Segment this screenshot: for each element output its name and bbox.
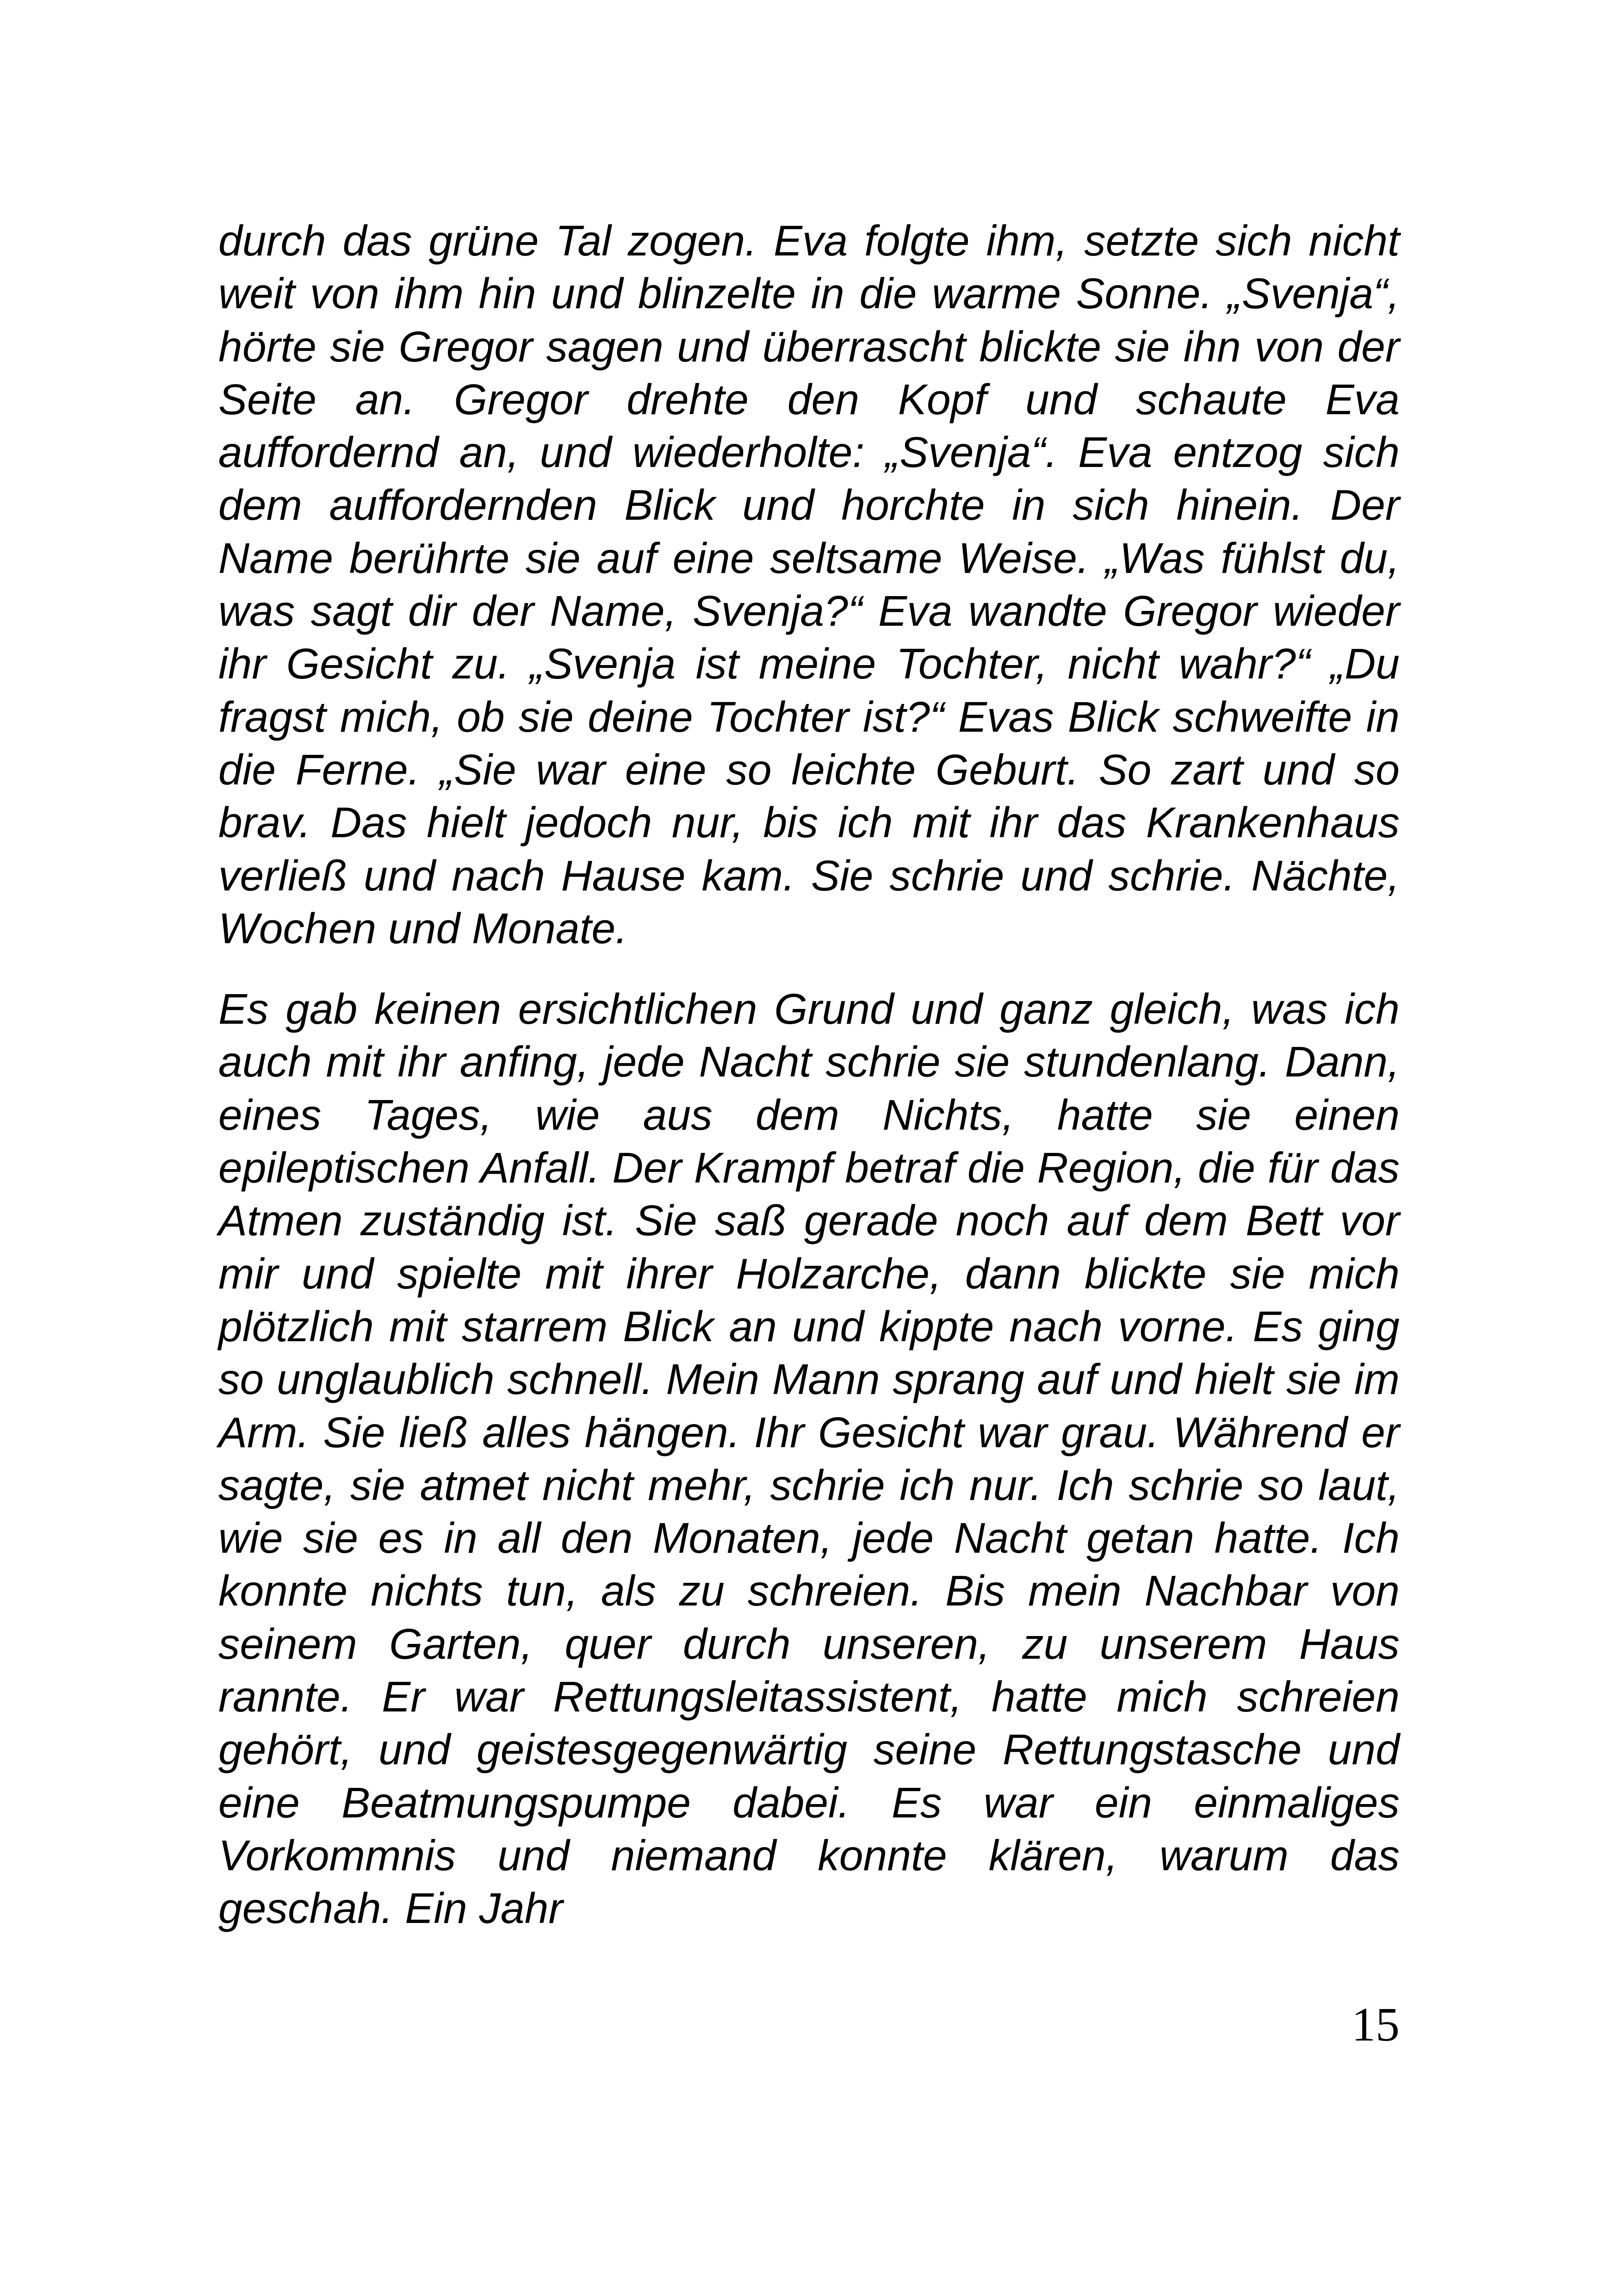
- body-text: [218, 214, 1400, 1935]
- page-number: 15: [1351, 1998, 1400, 2051]
- paragraph-1: durch das grüne Tal zogen. Eva folgte ihm, setzte sich nicht weit von ihm hin und blinzelte in die warme Sonne. „Svenja“, hörte sie Gregor sagen und überrascht blickte sie ihn von der Seite an. Gregor drehte den Kopf und schaute Eva auffordernd an, und wiederholte: „Svenja“. Eva entzog sich dem auffordernden Blick und horchte in sich hinein. Der Name berührte sie auf eine seltsame Weise. „Was fühlst du, was sagt dir der Name, Svenja?“ Eva wandte Gregor wieder ihr Gesicht zu. „Svenja ist meine Tochter, nicht wahr?“ „Du fragst mich, ob sie deine Tochter ist?“ Evas Blick schweifte in die Ferne. „Sie war eine so leichte Geburt. So zart und so brav. Das hielt jedoch nur, bis ich mit ihr das Krankenhaus verließ und nach Hause kam. Sie schrie und schrie. Nächte, Wochen und Monate.: [218, 217, 1400, 952]
- paragraph-2: Es gab keinen ersichtlichen Grund und ganz gleich, was ich auch mit ihr anfing, jede Nacht schrie sie stundenlang. Dann, eines Tages, wie aus dem Nichts, hatte sie einen epileptischen Anfall. Der Krampf betraf die Region, die für das Atmen zuständig ist. Sie saß gerade noch auf dem Bett vor mir und spielte mit ihrer Holzarche, dann blickte sie mich plötzlich mit starrem Blick an und kippte nach vorne. Es ging so unglaublich schnell. Mein Mann sprang auf und hielt sie im Arm. Sie ließ alles hängen. Ihr Gesicht war grau. Während er sagte, sie atmet nicht mehr, schrie ich nur. Ich schrie so laut, wie sie es in all den Monaten, jede Nacht getan hatte. Ich konnte nichts tun, als zu schreien. Bis mein Nachbar von seinem Garten, quer durch unseren, zu unserem Haus rannte. Er war Rettungsleitassistent, hatte mich schreien gehört, und geistesgegenwärtig seine Rettungstasche und eine Beatmungspumpe dabei. Es war ein einmaliges Vorkommnis und niemand konnte klären, warum das geschah. Ein Jahr: [218, 985, 1400, 1933]
